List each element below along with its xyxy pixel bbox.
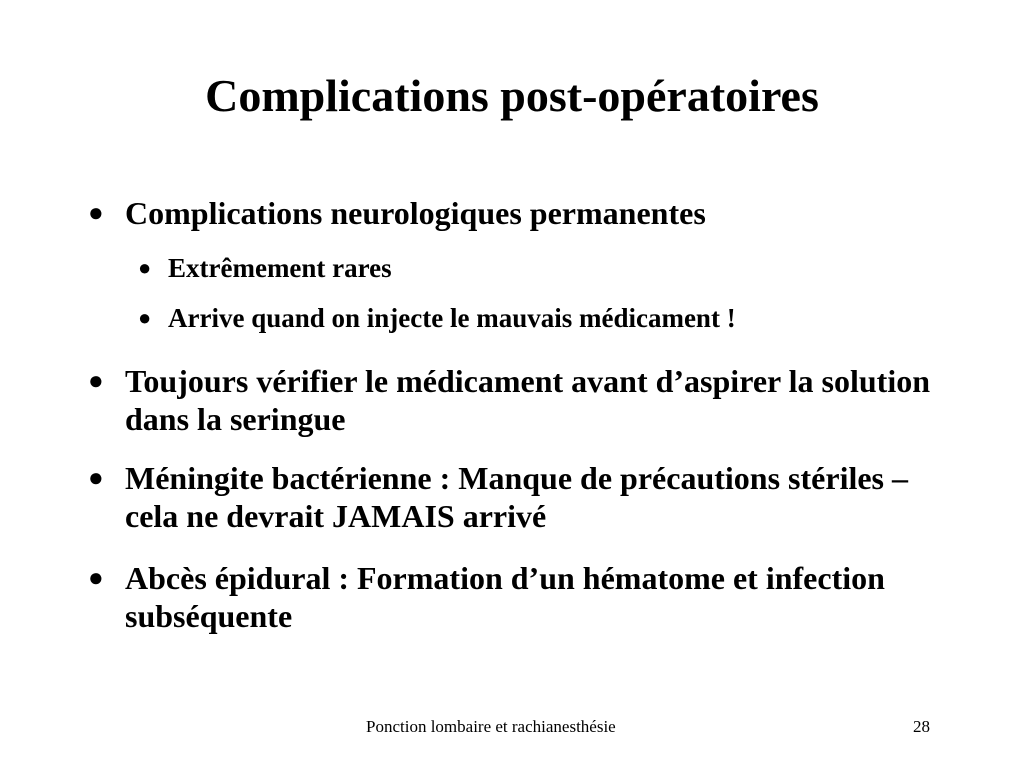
bullet-text: Complications neurologiques permanentes <box>125 195 706 231</box>
sub-bullet-item <box>138 302 938 334</box>
page-number: 28 <box>913 717 930 736</box>
bullet-text: Toujours vérifier le médicament avant d’aspirer la solution dans la seringue <box>125 363 931 437</box>
sub-bullet-dot-icon: ● <box>138 255 152 280</box>
bullet-dot-icon: ● <box>88 198 104 227</box>
bullet-item <box>88 459 948 535</box>
bullet-text: Méningite bactérienne : Manque de précautions stériles – cela ne devrait JAMAIS arrivé <box>125 460 908 534</box>
slide-title: Complications post-opératoires <box>205 70 819 121</box>
bullet-text: Abcès épidural : Formation d’un hématome et infection subséquente <box>125 560 885 634</box>
bullet-item <box>88 194 948 232</box>
bullet-dot-icon: ● <box>88 463 104 492</box>
footer-text: Ponction lombaire et rachianesthésie <box>366 717 616 736</box>
bullet-item <box>88 559 948 635</box>
sub-bullet-text: Arrive quand on injecte le mauvais médicament ! <box>168 303 736 333</box>
sub-bullet-dot-icon: ● <box>138 305 152 330</box>
bullet-dot-icon: ● <box>88 366 104 395</box>
bullet-item <box>88 362 948 438</box>
bullet-dot-icon: ● <box>88 563 104 592</box>
sub-bullet-text: Extrêmement rares <box>168 253 392 283</box>
sub-bullet-item <box>138 252 938 284</box>
